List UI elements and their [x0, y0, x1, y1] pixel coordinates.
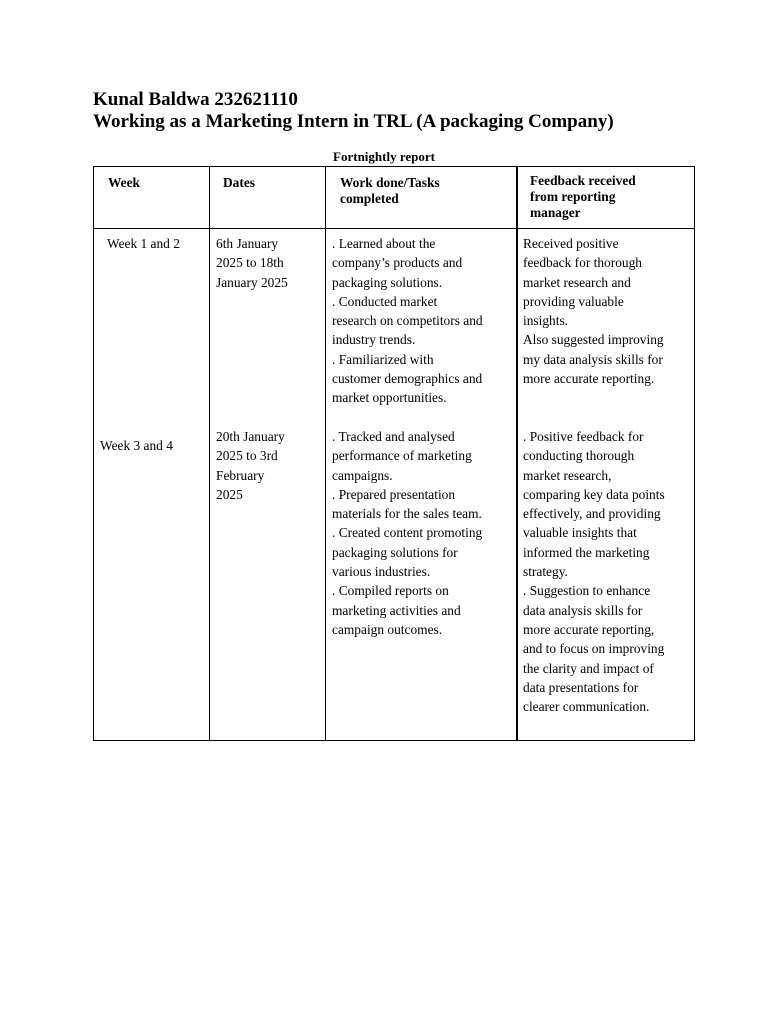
- column-divider: [516, 167, 518, 740]
- column-divider: [209, 167, 210, 740]
- table-cell-work: . Learned about the company’s products and packaging solutions. . Conducted market research on competitors and industry trends. . Familiarized with customer demographics and market opportunities.: [332, 236, 483, 406]
- table-cell-week: Week 1 and 2: [107, 236, 180, 251]
- document-title: Working as a Marketing Intern in TRL (A packaging Company): [93, 111, 614, 132]
- column-header-feedback: Feedback received from reporting manager: [530, 173, 636, 220]
- table-caption: [0, 149, 768, 165]
- column-divider: [325, 167, 326, 740]
- author-line: Kunal Baldwa 232621110: [93, 89, 298, 110]
- column-header-dates: Dates: [223, 175, 255, 190]
- column-header-week: Week: [108, 175, 140, 190]
- report-table: [93, 166, 695, 741]
- table-cell-feedback: Received positive feedback for thorough market research and providing valuable insights. Also suggested improving my data analysis skills for more accurate reporting.: [523, 236, 664, 387]
- column-header-work: Work done/Tasks completed: [340, 175, 440, 206]
- table-cell-dates: 6th January 2025 to 18th January 2025: [216, 236, 288, 290]
- table-caption-text: Fortnightly report: [333, 149, 435, 164]
- table-cell-week: Week 3 and 4: [100, 438, 173, 453]
- table-cell-work: . Tracked and analysed performance of marketing campaigns. . Prepared presentation materials for the sales team. . Created content promoting packaging solutions for various industries. . Compiled reports on marketing activities and campaign outcomes.: [332, 429, 483, 637]
- table-cell-feedback: . Positive feedback for conducting thorough market research, comparing key data points effectively, and providing valuable insights that informed the marketing strategy. . Suggestion to enhance data analysis skills for more accurate reporting, and to focus on improving the clarity and impact of data presentations for clearer communication.: [523, 429, 665, 715]
- header-divider: [94, 228, 694, 229]
- table-cell-dates: 20th January 2025 to 3rd February 2025: [216, 429, 285, 502]
